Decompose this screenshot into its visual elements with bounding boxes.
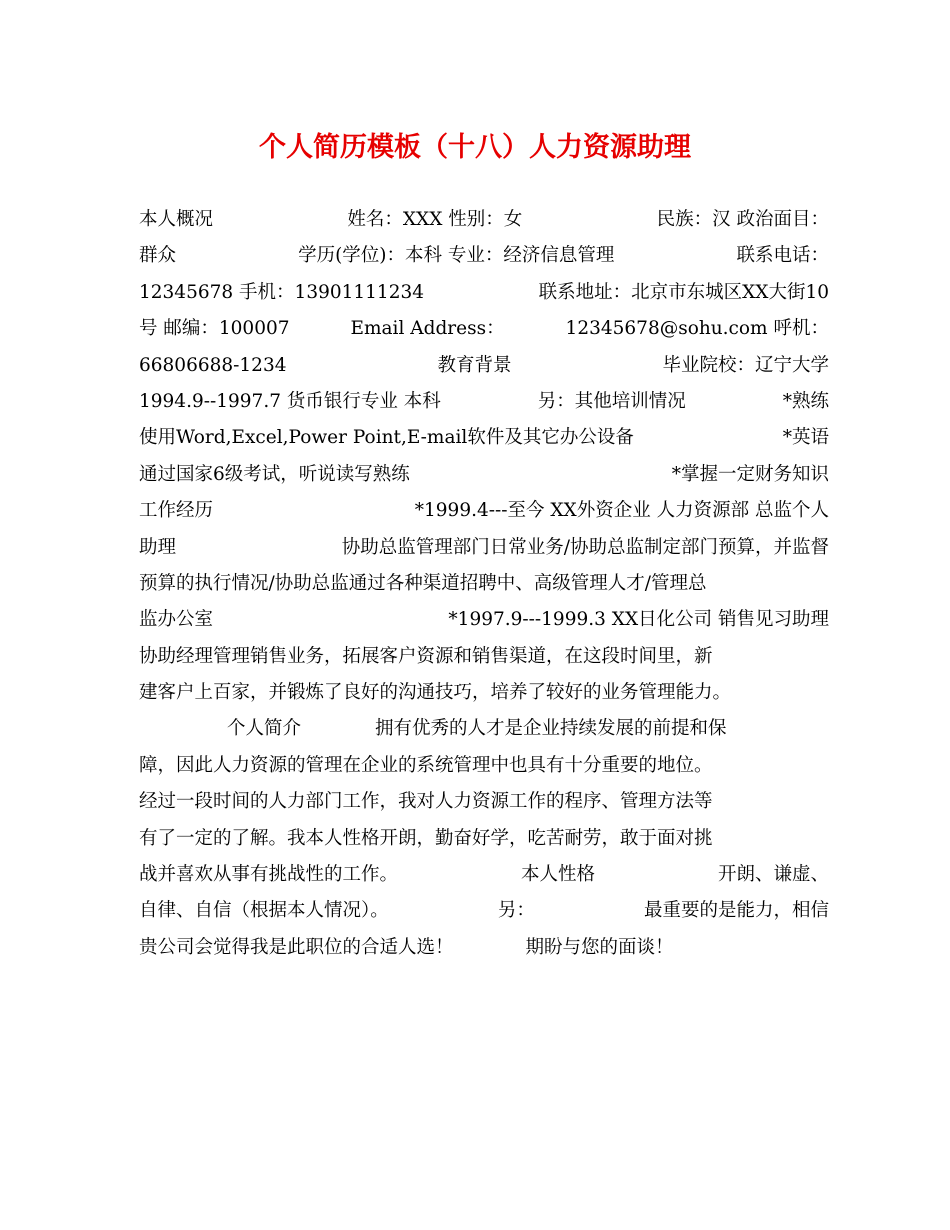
text-segment: 助理 [139, 536, 177, 558]
text-segment: 自律、自信（根据本人情况）。 [139, 900, 389, 922]
text-segment: 协助经理管理销售业务，拓展客户资源和销售渠道，在这段时间里，新 [139, 645, 713, 667]
text-segment: *熟练 [782, 390, 829, 412]
text-line [139, 275, 829, 311]
text-segment: 12345678 手机：13901111234 [139, 281, 425, 303]
text-segment: *1997.9---1999.3 XX日化公司 销售见习助理 [448, 609, 829, 631]
text-segment: *1999.4---至今 XX外资企业 人力资源部 总监个人 [414, 500, 829, 522]
text-segment: 贵公司会觉得我是此职位的合适人选！ [139, 936, 454, 958]
text-segment: 本人性格 [520, 864, 595, 886]
text-segment: 监办公室 [139, 609, 214, 631]
text-segment: 教育背景 [437, 354, 512, 376]
text-segment: 经过一段时间的人力部门工作，我对人力资源工作的程序、管理方法等 [139, 791, 713, 813]
text-line [139, 530, 829, 566]
text-segment: 有了一定的了解。我本人性格开朗，勤奋好学，吃苦耐劳，敢于面对挑 [139, 827, 713, 849]
text-segment: 66806688-1234 [139, 354, 287, 376]
text-segment: 拥有优秀的人才是企业持续发展的前提和保 [375, 718, 727, 740]
text-segment: 开朗、谦虚、 [717, 864, 829, 886]
text-line [139, 857, 829, 893]
text-segment: *掌握一定财务知识 [671, 463, 829, 485]
text-line [139, 711, 829, 747]
text-line [139, 311, 829, 347]
text-segment: 12345678@sohu.com 呼机： [565, 318, 829, 340]
text-line [139, 675, 829, 711]
text-line [139, 238, 829, 274]
text-segment: 最重要的是能力，相信 [643, 900, 829, 922]
text-segment: *英语 [782, 427, 829, 449]
text-line [139, 602, 829, 638]
text-line [139, 748, 829, 784]
text-segment: 预算的执行情况/协助总监通过各种渠道招聘中、高级管理人才/管理总 [139, 572, 707, 594]
text-segment: 民族：汉 政治面目： [656, 209, 829, 230]
text-segment: 1994.9--1997.7 货币银行专业 本科 [139, 390, 441, 412]
text-segment: 学历(学位)：本科 专业：经济信息管理 [298, 245, 615, 267]
text-line [139, 639, 829, 675]
text-line [139, 821, 829, 857]
text-segment: 建客户上百家，并锻炼了良好的沟通技巧，培养了较好的业务管理能力。 [139, 682, 732, 704]
text-line [139, 930, 829, 966]
text-segment: 本人概况 [139, 209, 214, 230]
text-segment: 另：其他培训情况 [537, 390, 686, 412]
text-line [139, 566, 829, 602]
text-segment: 工作经历 [139, 500, 214, 522]
text-segment: 期盼与您的面谈！ [525, 936, 674, 958]
text-segment: 群众 [139, 245, 177, 267]
text-line [139, 893, 829, 929]
text-segment: 联系电话： [736, 245, 829, 267]
text-line [139, 493, 829, 529]
text-segment: 协助总监管理部门日常业务/协助总监制定部门预算，并监督 [341, 536, 829, 558]
text-segment: 毕业院校：辽宁大学 [662, 354, 829, 376]
text-segment: 战并喜欢从事有挑战性的工作。 [139, 864, 399, 886]
text-segment: 使用Word,Excel,Power Point,E-mail软件及其它办公设备 [139, 427, 634, 449]
text-segment: 另： [497, 900, 535, 922]
text-line [139, 348, 829, 384]
text-line [139, 457, 829, 493]
text-segment: 个人简介 [227, 718, 302, 740]
document-title: 个人简历模板（十八）人力资源助理 [259, 132, 691, 163]
text-line [139, 420, 829, 456]
text-segment: 联系地址：北京市东城区XX大街10 [538, 281, 829, 303]
text-line [139, 202, 829, 238]
text-segment: 号 邮编：100007 [139, 318, 290, 340]
text-line [139, 384, 829, 420]
text-segment: 姓名：XXX 性别：女 [347, 209, 523, 230]
text-line [139, 784, 829, 820]
text-segment: 通过国家6级考试，听说读写熟练 [139, 463, 410, 485]
text-segment: 障，因此人力资源的管理在企业的系统管理中也具有十分重要的地位。 [139, 754, 713, 776]
text-segment: Email Address： [350, 318, 505, 340]
resume-body [139, 202, 829, 966]
